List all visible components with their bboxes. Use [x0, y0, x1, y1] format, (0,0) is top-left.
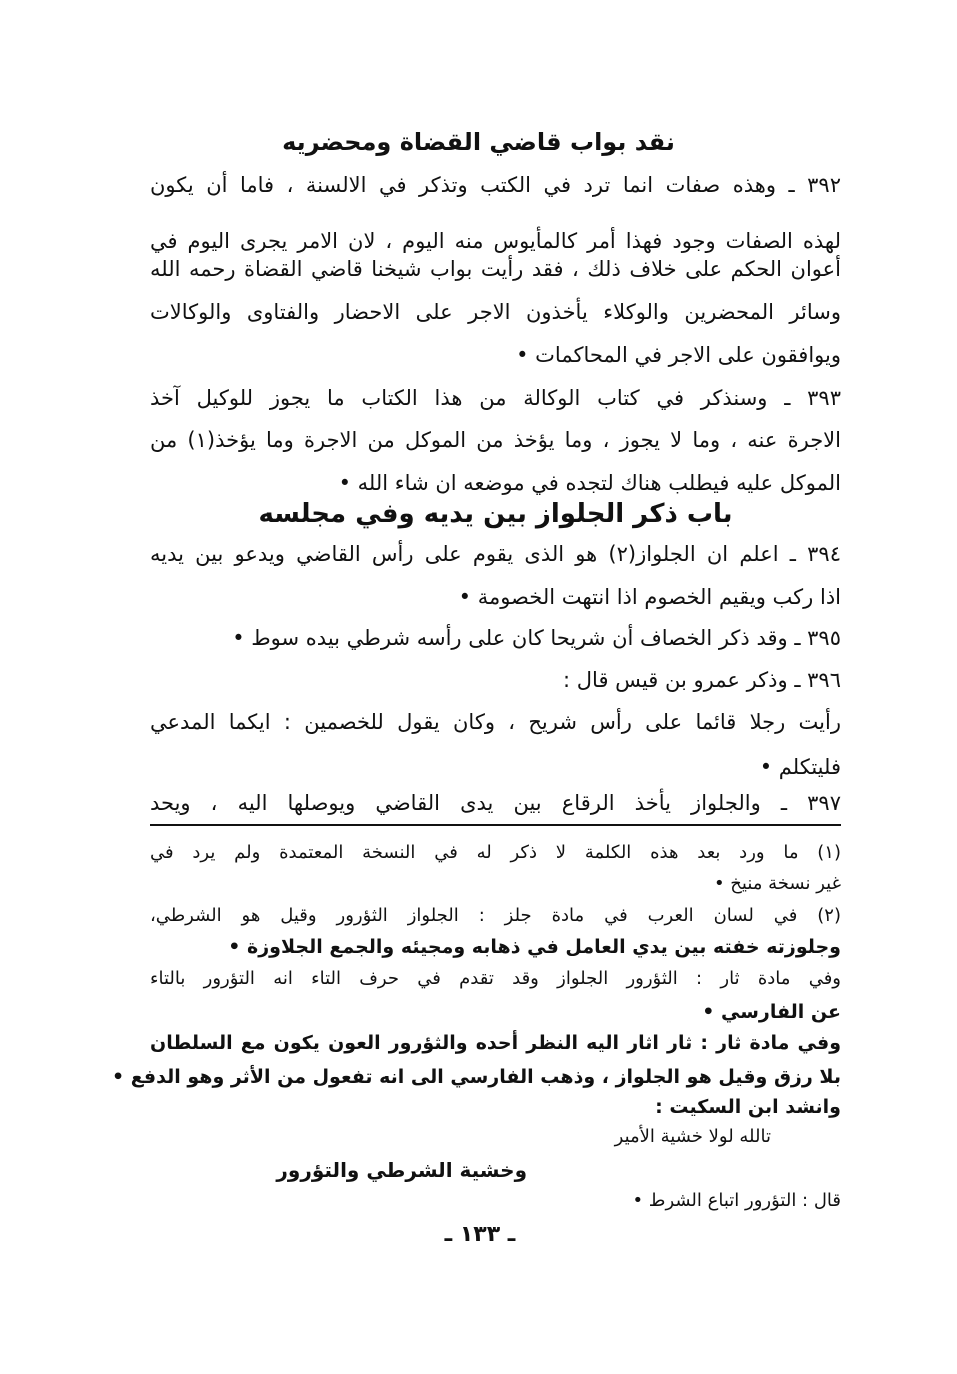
section-title: باب ذكر الجلواز بين يديه وفي مجلسه: [258, 499, 733, 529]
body-line: أعوان الحكم على خلاف ذلك ، فقد رأيت بواب شيخنا قاضي القضاة رحمه الله: [150, 257, 841, 281]
page-number: ـ ١٣٣ ـ: [444, 1222, 516, 1247]
verse-line: وخشية الشرطي والتؤرور: [276, 1158, 527, 1182]
body-line: ٣٩٢ ـ وهذه صفات انما ترد في الكتب وتذكر في الالسنة ، فاما أن يكون: [150, 173, 841, 197]
footnote-line: وانشد ابن السكيت :: [655, 1096, 841, 1118]
verse-line: تالله لولا خشية الأمير: [614, 1126, 771, 1147]
footnote-line: عن الفارسي •: [702, 1001, 841, 1023]
page-header: نقد بواب قاضي القضاة ومحضريه: [282, 128, 675, 156]
body-line: الموكل عليه فيطلب هناك لتجده في موضعه ان شاء الله •: [338, 471, 841, 495]
footnote-line: (١) ما ورد بعد هذه الكلمة لا ذكر له في النسخة المعتمدة ولم يرد في: [150, 842, 841, 863]
footnote-line: غير نسخة منيخ •: [713, 873, 841, 894]
footnote-line: (٢) في لسان العرب في مادة جلز : الجلواز الثؤرور وقيل هو الشرطي،: [150, 905, 841, 926]
body-line: ويوافقون على الاجر في المحاكمات •: [516, 343, 841, 367]
section-line: ٣٩٧ ـ والجلواز يأخذ الرقاع بين يدى القاضي ويوصلها اليه ، ويحد: [150, 791, 841, 815]
section-line: ٣٩٦ ـ وذكر عمرو بن قيس قال :: [563, 668, 841, 692]
footnote-line: وفي مادة ثار : ثار اثار اليه النظر أحده والثؤرور العون يكون مع السلطان: [150, 1032, 841, 1054]
body-line: لهذه الصفات وجود فهذا أمر كالمأيوس منه اليوم ، لان الامر يجرى اليوم في: [150, 229, 841, 253]
footnote-divider: [150, 824, 841, 826]
section-line: فليتكلم •: [759, 755, 841, 779]
section-line: ٣٩٥ ـ وقد ذكر الخصاف أن شريحا كان على رأسه شرطي بيده سوط •: [232, 626, 841, 650]
footnote-line: وفي مادة ثار : الثؤرور الجلواز وقد تقدم في حرف التاء انه التؤرور بالتاء: [150, 968, 841, 989]
body-line: وسائر المحضرين والوكلاء يأخذون الاجر على الاحضار والفتاوى والوكالات: [150, 300, 841, 324]
section-line: رأيت رجلا قائما على رأس شريح ، وكان يقول للخصمين : ايكما المدعي: [150, 710, 841, 734]
section-line: ٣٩٤ ـ اعلم ان الجلواز(٢) هو الذى يقوم على رأس القاضي ويدعو بين يديه: [150, 542, 841, 566]
body-line: ٣٩٣ ـ وسنذكر في كتاب الوكالة من هذا الكتاب ما يجوز للوكيل آخذ: [150, 386, 841, 410]
closing-line: قال : التؤرور اتباع الشرط •: [632, 1190, 841, 1211]
body-line: الاجرة عنه ، وما لا يجوز ، وما يؤخذ من الموكل من الاجرة وما يؤخذ(١) من: [150, 428, 841, 452]
footnote-line: بلا رزق وقيل هو الجلواز ، وذهب الفارسي الى انه تفعول من الأثر وهو الدفع •: [111, 1066, 841, 1088]
footnote-line: وجلوزته خفته بين يدي العامل في ذهابه ومجيئه والجمع الجلاوزة •: [228, 936, 841, 958]
section-line: اذا ركب ويقيم الخصوم اذا انتهت الخصومة •: [458, 585, 841, 609]
